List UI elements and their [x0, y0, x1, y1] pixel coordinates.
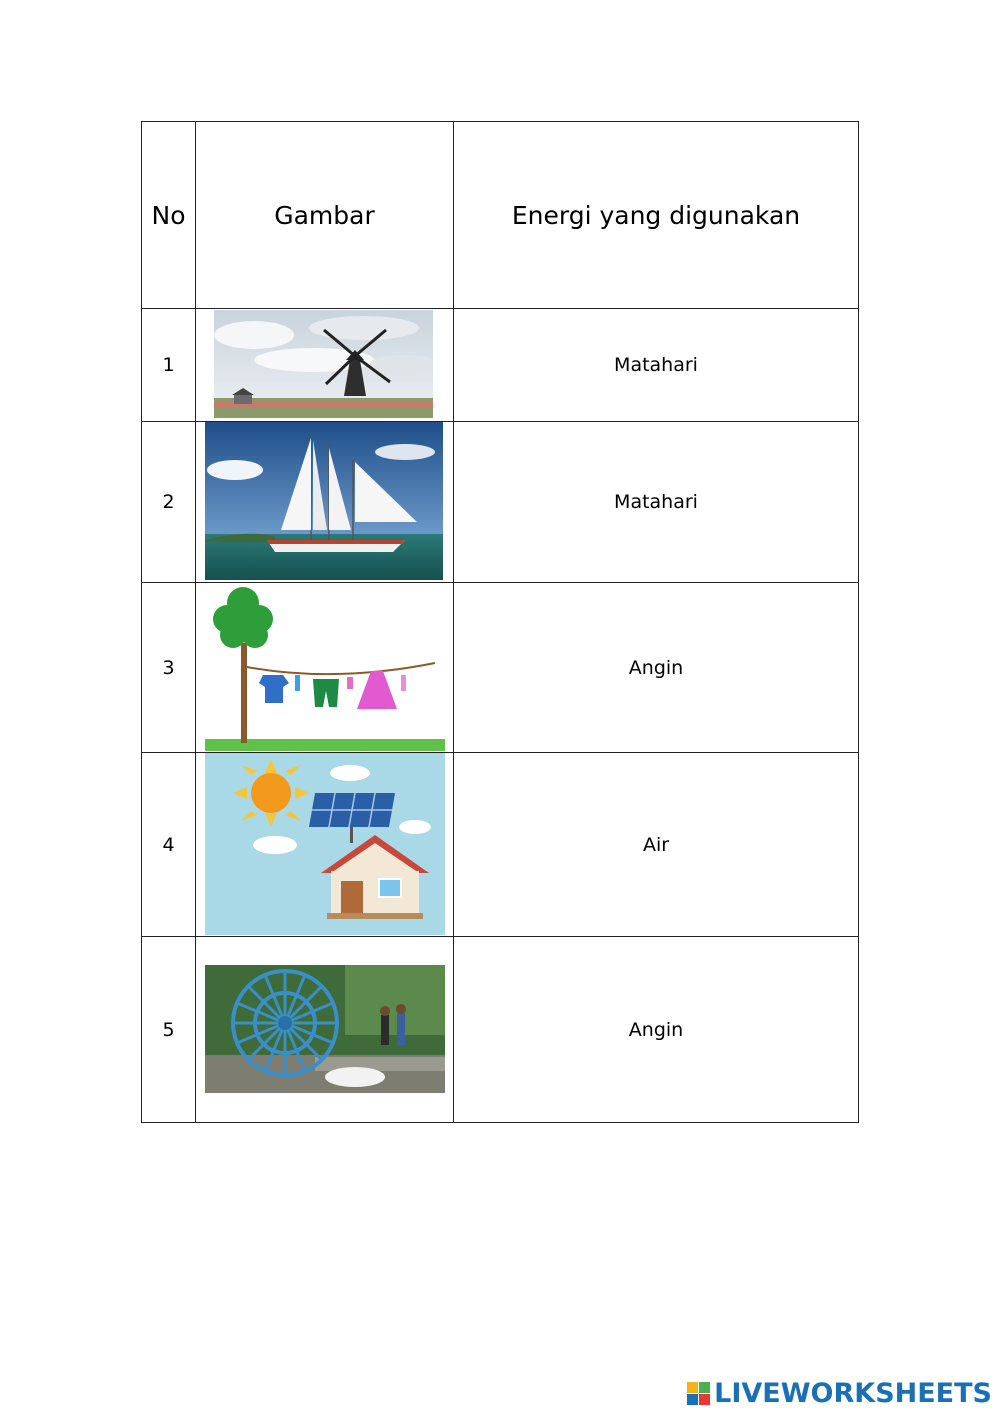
row-energy [454, 422, 859, 583]
table-row [142, 937, 859, 1123]
row-number: 2 [142, 422, 196, 583]
header-energy: Energi yang digunakan [454, 122, 859, 309]
liveworksheets-badge-icon [687, 1382, 710, 1405]
table-row [142, 309, 859, 422]
energy-answer-field[interactable]: Angin [628, 1018, 684, 1041]
row-energy [454, 583, 859, 753]
energy-answer-field[interactable]: Angin [628, 656, 684, 679]
row-number: 1 [142, 309, 196, 422]
waterwheel-picture [205, 965, 445, 1093]
table-row [142, 753, 859, 937]
header-no: No [142, 122, 196, 309]
row-image [196, 753, 454, 937]
liveworksheets-logo [687, 1378, 992, 1409]
row-image [196, 309, 454, 422]
energy-answer-field[interactable]: Matahari [614, 491, 698, 513]
windmill-picture [214, 310, 433, 418]
row-energy [454, 309, 859, 422]
liveworksheets-wordmark: LIVEWORKSHEETS [714, 1378, 992, 1409]
energy-answer-field[interactable]: Matahari [614, 354, 698, 376]
energy-answer-field[interactable]: Air [642, 833, 670, 856]
sailboat-picture [205, 422, 443, 580]
row-image [196, 583, 454, 753]
row-number: 5 [142, 937, 196, 1123]
row-energy [454, 937, 859, 1123]
row-number: 4 [142, 753, 196, 937]
row-image [196, 937, 454, 1123]
row-number: 3 [142, 583, 196, 753]
table-header-row [142, 122, 859, 309]
row-energy [454, 753, 859, 937]
clothesline-picture [205, 583, 445, 751]
row-image [196, 422, 454, 583]
header-image: Gambar [196, 122, 454, 309]
energy-table [141, 121, 859, 1123]
table-row [142, 422, 859, 583]
solar-house-picture [205, 753, 445, 935]
table-row [142, 583, 859, 753]
